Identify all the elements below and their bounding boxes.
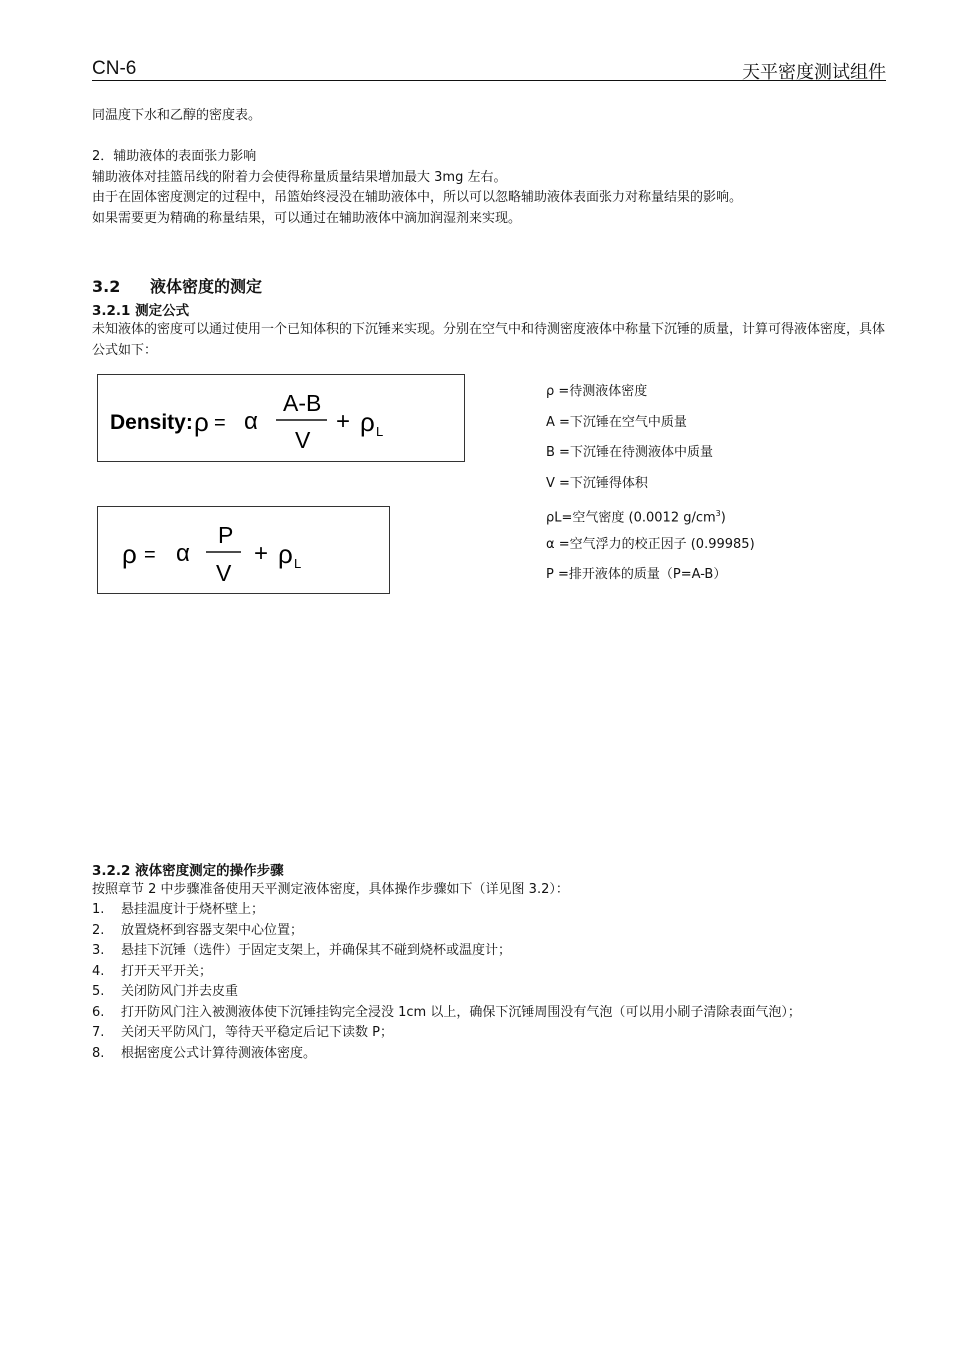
fraction-numerator: A-B bbox=[283, 390, 322, 416]
surface-tension-paragraph-1: 辅助液体对挂篮吊线的附着力会使得称量质量结果增加最大 3mg 左右。 bbox=[92, 169, 507, 185]
step-item bbox=[92, 1044, 886, 1065]
density-label: Density: bbox=[110, 411, 193, 434]
legend-tail: ) bbox=[720, 510, 726, 526]
intro-line: 同温度下水和乙醇的密度表。 bbox=[92, 108, 262, 123]
simplified-formula-box bbox=[97, 506, 390, 594]
procedure-intro bbox=[92, 880, 886, 901]
formula-subheading: 3.2.1 测定公式 bbox=[92, 303, 190, 319]
plus-sign: + bbox=[254, 540, 269, 567]
step-item bbox=[92, 1023, 886, 1044]
legend-text: =下沉锤在待测液体中质量 bbox=[554, 445, 713, 460]
surface-tension-paragraph-3: 如果需要更为精确的称量结果，可以通过在辅助液体中滴加润湿剂来实现。 bbox=[92, 210, 522, 226]
legend-row bbox=[546, 565, 755, 596]
rho-l-subscript: L bbox=[294, 556, 302, 571]
step-number: 2. bbox=[92, 922, 105, 938]
legend-superscript: 3 bbox=[715, 509, 721, 518]
legend-text: =下沉锤在空气中质量 bbox=[554, 414, 687, 430]
step-text: 放置烧杯到容器支架中心位置； bbox=[121, 922, 304, 938]
simplified-formula bbox=[98, 507, 389, 593]
step-text: 关闭天平防风门，等待天平稳定后记下读数 P； bbox=[121, 1025, 393, 1040]
fraction-numerator: P bbox=[218, 522, 234, 548]
step-item bbox=[92, 941, 886, 962]
step-text: 悬挂温度计于烧杯壁上； bbox=[121, 902, 265, 917]
step-item bbox=[92, 900, 886, 921]
fraction-denominator: V bbox=[295, 427, 311, 453]
step-number: 7. bbox=[92, 1025, 105, 1040]
legend-row bbox=[546, 443, 755, 474]
legend-symbol: α bbox=[546, 536, 555, 552]
step-text: 悬挂下沉锤（选件）于固定支架上，并确保其不碰到烧杯或温度计； bbox=[121, 943, 512, 958]
intro-paragraph bbox=[92, 106, 886, 127]
section-heading bbox=[92, 274, 262, 297]
legend-symbol: ρ bbox=[546, 384, 555, 399]
legend-symbol: A bbox=[546, 414, 555, 430]
density-formula-box bbox=[97, 374, 465, 462]
step-number: 3. bbox=[92, 943, 105, 958]
step-item bbox=[92, 982, 886, 1003]
density-formula bbox=[98, 375, 464, 461]
formula-intro-text: 未知液体的密度可以通过使用一个已知体积的下沉锤来实现。分别在空气中和待测密度液体中称量下沉锤的质量，计算可得液体密度，具体公式如下： bbox=[92, 322, 886, 358]
alpha-symbol: α bbox=[176, 540, 190, 567]
section-title: 液体密度的测定 bbox=[150, 277, 263, 296]
step-item bbox=[92, 1003, 886, 1024]
step-text: 根据密度公式计算待测液体密度。 bbox=[121, 1045, 317, 1061]
legend-text: =下沉锤得体积 bbox=[554, 475, 648, 491]
equals-sign: = bbox=[144, 544, 156, 566]
legend-text: =空气浮力的校正因子 (0.99985) bbox=[554, 536, 755, 552]
step-number: 8. bbox=[92, 1045, 105, 1061]
rho-l-symbol: ρ bbox=[278, 539, 293, 569]
legend-row bbox=[546, 504, 755, 535]
header-divider bbox=[92, 80, 886, 81]
equals-sign: = bbox=[214, 412, 226, 434]
step-number: 6. bbox=[92, 1004, 105, 1020]
rho-symbol: ρ bbox=[122, 539, 137, 569]
formula-intro bbox=[92, 320, 886, 361]
step-number: 4. bbox=[92, 963, 105, 979]
step-item bbox=[92, 962, 886, 983]
step-text: 打开防风门注入被测液体使下沉锤挂钩完全浸没 1cm 以上，确保下沉锤周围没有气泡（可以用小刷子清除表面气泡）； bbox=[121, 1004, 801, 1020]
legend-text: =待测液体密度 bbox=[554, 384, 648, 399]
document-title: 天平密度测试组件 bbox=[742, 62, 886, 83]
step-number: 5. bbox=[92, 984, 105, 999]
page-code: CN-6 bbox=[92, 58, 137, 79]
procedure-steps bbox=[92, 900, 886, 1064]
surface-tension-section bbox=[92, 147, 886, 229]
legend-row bbox=[546, 535, 755, 566]
rho-symbol: ρ bbox=[194, 407, 209, 437]
rho-l-subscript: L bbox=[376, 424, 384, 439]
alpha-symbol: α bbox=[244, 408, 258, 435]
legend-row bbox=[546, 382, 755, 413]
step-number: 1. bbox=[92, 902, 105, 917]
legend-symbol: ρL bbox=[546, 510, 562, 526]
procedure-heading: 3.2.2 液体密度测定的操作步骤 bbox=[92, 863, 284, 879]
legend-text: =空气密度 (0.0012 g/cm bbox=[561, 510, 716, 526]
symbol-legend bbox=[546, 382, 755, 596]
fraction-denominator: V bbox=[216, 560, 232, 586]
legend-symbol: V bbox=[546, 475, 555, 491]
legend-symbol: P bbox=[546, 567, 554, 582]
step-text: 关闭防风门并去皮重 bbox=[121, 984, 239, 999]
section-number: 3.2 bbox=[92, 277, 121, 296]
surface-tension-paragraph-2: 由于在固体密度测定的过程中，吊篮始终浸没在辅助液体中，所以可以忽略辅助液体表面张力对称量结果的影响。 bbox=[92, 190, 743, 205]
plus-sign: + bbox=[336, 408, 351, 435]
procedure-intro-text: 按照章节 2 中步骤准备使用天平测定液体密度，具体操作步骤如下（详见图 3.2）： bbox=[92, 882, 569, 897]
legend-text: =排开液体的质量（P=A-B） bbox=[553, 567, 727, 582]
legend-row bbox=[546, 474, 755, 505]
legend-row bbox=[546, 413, 755, 444]
legend-symbol: B bbox=[546, 445, 555, 460]
rho-l-symbol: ρ bbox=[360, 407, 375, 437]
step-item bbox=[92, 921, 886, 942]
step-text: 打开天平开关； bbox=[121, 963, 213, 979]
surface-tension-heading: 2．辅助液体的表面张力影响 bbox=[92, 149, 257, 164]
